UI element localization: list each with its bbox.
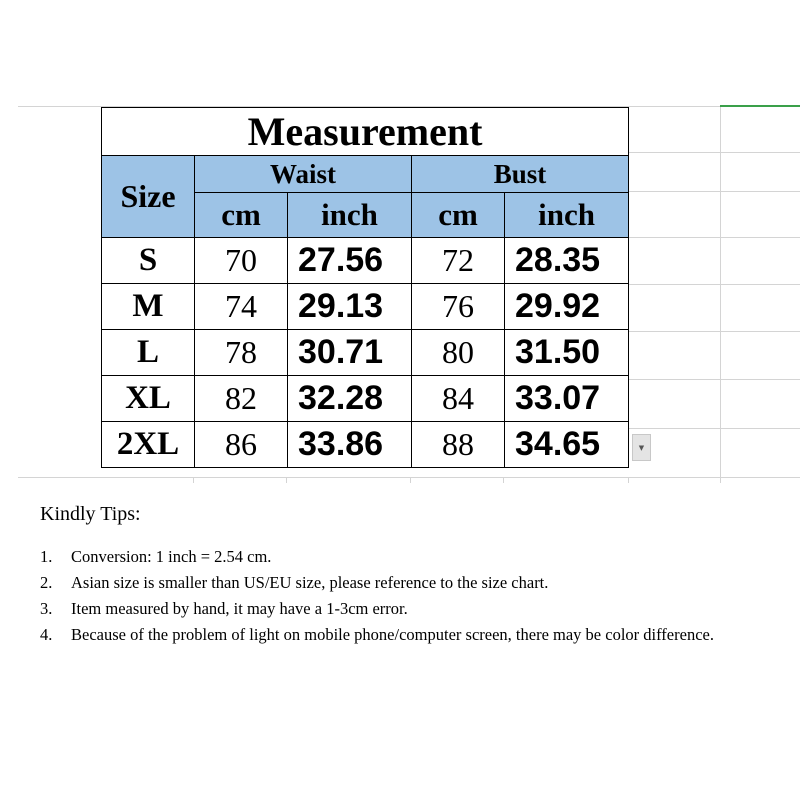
selection-border: [720, 105, 800, 107]
bust-cm-cell[interactable]: 72: [412, 238, 505, 284]
bust-inch-cell[interactable]: 33.07: [505, 376, 629, 422]
size-chart-table: [101, 107, 629, 468]
tip-text: Asian size is smaller than US/EU size, please reference to the size chart.: [71, 573, 549, 592]
waist-inch-cell[interactable]: 30.71: [288, 330, 412, 376]
size-cell[interactable]: L: [102, 330, 195, 376]
tip-number: 4.: [40, 625, 53, 644]
table-row: [102, 284, 629, 330]
waist-cm-cell[interactable]: 82: [195, 376, 288, 422]
waist-inch-cell[interactable]: 29.13: [288, 284, 412, 330]
waist-cm-cell[interactable]: 74: [195, 284, 288, 330]
bust-cm-header[interactable]: cm: [412, 193, 505, 238]
tip-number: 3.: [40, 599, 53, 618]
tip-text: Conversion: 1 inch = 2.54 cm.: [71, 547, 272, 566]
bust-inch-cell[interactable]: 28.35: [505, 238, 629, 284]
tip-text: Because of the problem of light on mobile phone/computer screen, there may be color difference.: [71, 625, 714, 644]
list-item: [40, 544, 760, 570]
waist-inch-cell[interactable]: 33.86: [288, 422, 412, 468]
kindly-tips-section: [40, 503, 760, 648]
grid-line: [628, 477, 629, 483]
waist-cm-cell[interactable]: 86: [195, 422, 288, 468]
bust-cm-cell[interactable]: 88: [412, 422, 505, 468]
grid-line: [18, 477, 800, 478]
tip-number: 1.: [40, 547, 53, 566]
size-cell[interactable]: XL: [102, 376, 195, 422]
grid-line: [628, 428, 800, 429]
grid-line: [628, 379, 800, 380]
bust-cm-cell[interactable]: 76: [412, 284, 505, 330]
table-row: [102, 238, 629, 284]
tips-title: Kindly Tips:: [40, 503, 141, 525]
list-item: [40, 596, 760, 622]
bust-inch-cell[interactable]: 29.92: [505, 284, 629, 330]
waist-cm-header[interactable]: cm: [195, 193, 288, 238]
grid-line: [628, 237, 800, 238]
grid-line: [193, 477, 194, 483]
grid-line: [628, 284, 800, 285]
size-cell[interactable]: M: [102, 284, 195, 330]
table-row: [102, 330, 629, 376]
grid-line: [628, 331, 800, 332]
waist-inch-header[interactable]: inch: [288, 193, 412, 238]
grid-line: [628, 191, 800, 192]
bust-inch-cell[interactable]: 34.65: [505, 422, 629, 468]
tip-text: Item measured by hand, it may have a 1-3cm error.: [71, 599, 408, 618]
bust-header[interactable]: Bust: [412, 156, 629, 193]
size-cell[interactable]: 2XL: [102, 422, 195, 468]
grid-line: [720, 106, 721, 483]
grid-line: [410, 477, 411, 483]
bust-cm-cell[interactable]: 84: [412, 376, 505, 422]
waist-header[interactable]: Waist: [195, 156, 412, 193]
bust-inch-header[interactable]: inch: [505, 193, 629, 238]
size-cell[interactable]: S: [102, 238, 195, 284]
bust-inch-cell[interactable]: 31.50: [505, 330, 629, 376]
bust-cm-cell[interactable]: 80: [412, 330, 505, 376]
table-row: [102, 422, 629, 468]
grid-line: [628, 152, 800, 153]
grid-line: [286, 477, 287, 483]
tips-list: [40, 544, 760, 648]
autofill-dropdown-button[interactable]: [632, 434, 651, 461]
list-item: [40, 622, 760, 648]
waist-inch-cell[interactable]: 27.56: [288, 238, 412, 284]
tip-number: 2.: [40, 573, 53, 592]
table-row: [102, 376, 629, 422]
grid-line: [503, 477, 504, 483]
waist-inch-cell[interactable]: 32.28: [288, 376, 412, 422]
waist-cm-cell[interactable]: 78: [195, 330, 288, 376]
size-header[interactable]: Size: [102, 156, 195, 238]
list-item: [40, 570, 760, 596]
triangle-down-icon: ▼: [638, 443, 645, 452]
table-title[interactable]: Measurement: [102, 108, 629, 156]
waist-cm-cell[interactable]: 70: [195, 238, 288, 284]
